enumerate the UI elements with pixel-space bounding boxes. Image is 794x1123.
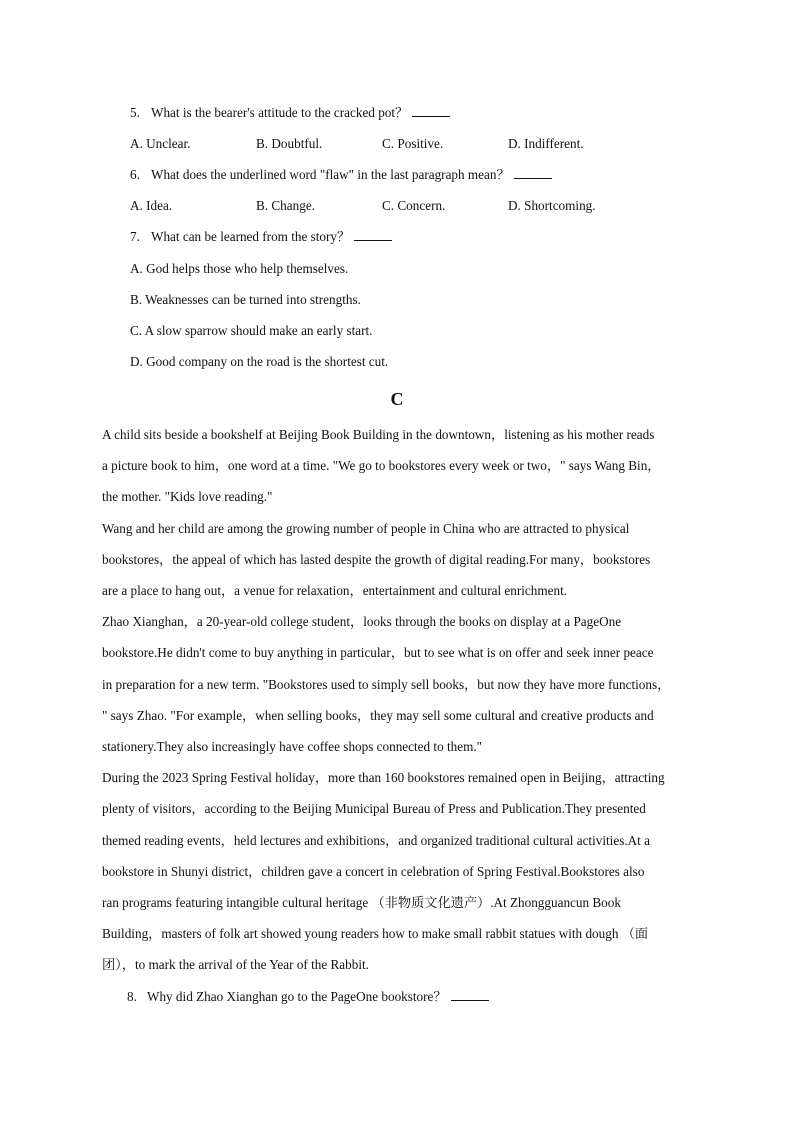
question-number: 6. <box>130 167 140 182</box>
passage-line: Wang and her child are among the growing number of people in China who are attracted to physical <box>102 521 630 536</box>
question-number: 7. <box>130 229 140 244</box>
passage-line: ran programs featuring intangible cultural heritage （非物质文化遗产）.At Zhongguancun Book <box>102 895 621 910</box>
option-a: A. Idea. <box>130 198 173 213</box>
passage-line: Zhao Xianghan，a 20-year-old college student，looks through the books on display at a PageOne <box>102 614 622 629</box>
question-number: 5. <box>130 105 140 120</box>
option-a: A. God helps those who help themselves. <box>130 261 349 276</box>
question-6-options <box>130 198 650 214</box>
question-8 <box>127 989 489 1005</box>
option-c: C. A slow sparrow should make an early start. <box>130 323 373 338</box>
passage-line: A child sits beside a bookshelf at Beijing Book Building in the downtown，listening as his mother reads <box>102 427 655 442</box>
question-text: Why did Zhao Xianghan go to the PageOne bookstore？ <box>147 989 447 1004</box>
passage-line: are a place to hang out，a venue for relaxation，entertainment and cultural enrichment. <box>102 583 568 598</box>
question-5 <box>130 105 450 121</box>
question-text: What can be learned from the story？ <box>151 229 351 244</box>
section-heading: C <box>390 389 404 409</box>
answer-blank[interactable] <box>514 167 552 179</box>
option-c: C. Concern. <box>382 198 446 213</box>
passage-line: bookstore in Shunyi district，children gave a concert in celebration of Spring Festival.Bookstores also <box>102 864 645 879</box>
question-7 <box>130 229 392 245</box>
passage-line: themed reading events，held lectures and exhibitions，and organized traditional cultural activities.At a <box>102 833 650 848</box>
passage-line: " says Zhao. "For example，when selling books，they may sell some cultural and creative products and <box>102 708 654 723</box>
option-c: C. Positive. <box>382 136 444 151</box>
question-5-options <box>130 136 650 152</box>
option-b: B. Weaknesses can be turned into strengths. <box>130 292 361 307</box>
option-b: B. Doubtful. <box>256 136 323 151</box>
question-number: 8. <box>127 989 137 1004</box>
option-d: D. Good company on the road is the shortest cut. <box>130 354 389 369</box>
question-6 <box>130 167 552 183</box>
question-text: What is the bearer's attitude to the cracked pot？ <box>151 105 409 120</box>
answer-blank[interactable] <box>354 229 392 241</box>
option-d: D. Shortcoming. <box>508 198 596 213</box>
passage-line: stationery.They also increasingly have coffee shops connected to them." <box>102 739 483 754</box>
passage-line: During the 2023 Spring Festival holiday，more than 160 bookstores remained open in Beijing，attracting <box>102 770 665 785</box>
passage-line: plenty of visitors，according to the Beijing Municipal Bureau of Press and Publication.They presented <box>102 801 646 816</box>
option-a: A. Unclear. <box>130 136 191 151</box>
question-text: What does the underlined word "flaw" in the last paragraph mean？ <box>151 167 510 182</box>
option-b: B. Change. <box>256 198 315 213</box>
passage-line: Building，masters of folk art showed young readers how to make small rabbit statues with dough （面 <box>102 926 649 941</box>
answer-blank[interactable] <box>451 989 489 1001</box>
option-d: D. Indifferent. <box>508 136 584 151</box>
passage-line: the mother. "Kids love reading." <box>102 489 273 504</box>
passage-line: bookstores，the appeal of which has lasted despite the growth of digital reading.For many，bookstores <box>102 552 651 567</box>
answer-blank[interactable] <box>412 105 450 117</box>
passage-line: 团），to mark the arrival of the Year of the Rabbit. <box>102 957 369 972</box>
passage-line: in preparation for a new term. "Bookstores used to simply sell books，but now they have more functions， <box>102 677 671 692</box>
passage-line: bookstore.He didn't come to buy anything in particular，but to see what is on offer and seek inner peace <box>102 645 654 660</box>
passage-line: a picture book to him，one word at a time. "We go to bookstores every week or two，" says Wang Bin， <box>102 458 661 473</box>
